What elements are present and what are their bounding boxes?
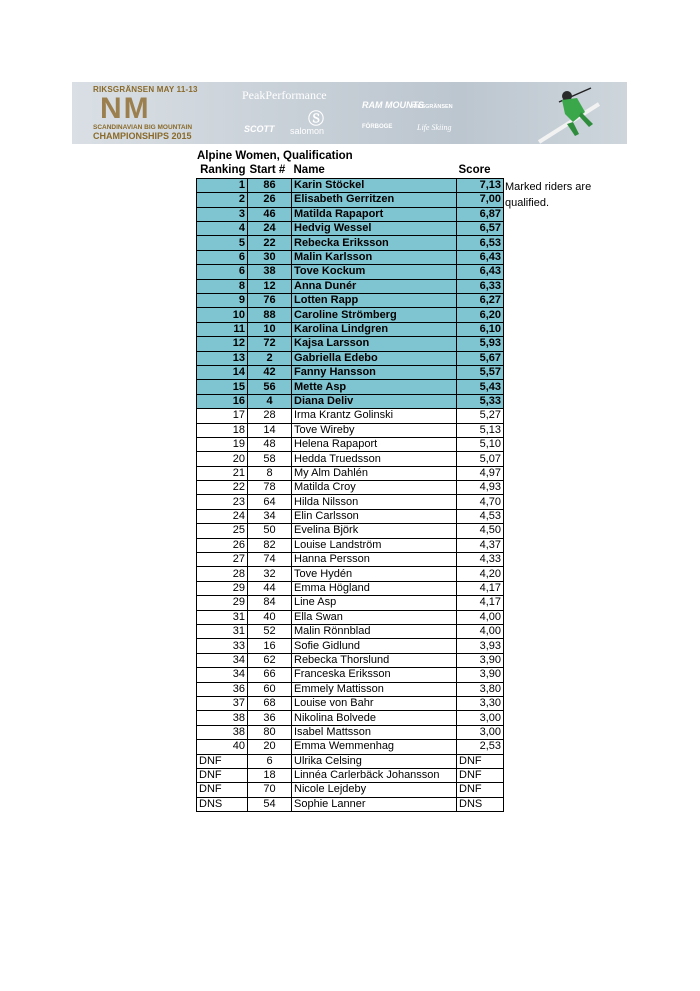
cell-name: Caroline Strömberg: [292, 308, 457, 322]
cell-name: Tove Hydén: [292, 567, 457, 581]
cell-start: 82: [248, 538, 292, 552]
cell-ranking: 36: [197, 682, 248, 696]
cell-name: Line Asp: [292, 596, 457, 610]
table-row: [197, 409, 504, 423]
sponsor-life-skiing: Life Skiing: [417, 123, 452, 132]
cell-ranking: 26: [197, 538, 248, 552]
cell-name: Nicole Lejdeby: [292, 783, 457, 797]
cell-start: 76: [248, 294, 292, 308]
cell-name: Gabriella Edebo: [292, 351, 457, 365]
cell-start: 20: [248, 740, 292, 754]
cell-score: 7,00: [457, 193, 504, 207]
cell-score: DNF: [457, 783, 504, 797]
cell-start: 72: [248, 337, 292, 351]
cell-name: Tove Wireby: [292, 423, 457, 437]
cell-score: 3,93: [457, 639, 504, 653]
cell-name: Helena Rapaport: [292, 437, 457, 451]
table-row: [197, 481, 504, 495]
cell-score: 3,90: [457, 668, 504, 682]
table-row: [197, 653, 504, 667]
table-row: [197, 783, 504, 797]
cell-start: 34: [248, 509, 292, 523]
table-row: [197, 596, 504, 610]
table-row: [197, 668, 504, 682]
cell-name: Kajsa Larsson: [292, 337, 457, 351]
cell-score: 6,33: [457, 279, 504, 293]
cell-score: 6,10: [457, 322, 504, 336]
cell-ranking: 6: [197, 250, 248, 264]
table-row: [197, 452, 504, 466]
cell-name: Louise Landström: [292, 538, 457, 552]
cell-score: 4,20: [457, 567, 504, 581]
cell-name: Ella Swan: [292, 610, 457, 624]
cell-start: 38: [248, 265, 292, 279]
cell-score: 5,67: [457, 351, 504, 365]
header-score: Score: [458, 164, 491, 177]
cell-score: DNF: [457, 768, 504, 782]
cell-name: Elisabeth Gerritzen: [292, 193, 457, 207]
header-start: Start #: [249, 164, 286, 177]
cell-name: Elin Carlsson: [292, 509, 457, 523]
cell-name: Karolina Lindgren: [292, 322, 457, 336]
sponsor-riksgransen: RIKSGRÄNSEN: [412, 104, 453, 110]
cell-ranking: 27: [197, 553, 248, 567]
sponsor-peakperformance: PeakPerformance: [242, 88, 327, 102]
cell-ranking: 1: [197, 178, 248, 192]
cell-start: 64: [248, 495, 292, 509]
cell-score: DNS: [457, 797, 504, 811]
skier-icon: [529, 82, 619, 144]
cell-score: 5,07: [457, 452, 504, 466]
cell-score: 4,17: [457, 596, 504, 610]
table-row: [197, 509, 504, 523]
cell-start: 78: [248, 481, 292, 495]
cell-start: 36: [248, 711, 292, 725]
table-row: [197, 308, 504, 322]
cell-ranking: 24: [197, 509, 248, 523]
cell-ranking: 31: [197, 625, 248, 639]
cell-score: 4,37: [457, 538, 504, 552]
cell-start: 44: [248, 581, 292, 595]
cell-start: 8: [248, 466, 292, 480]
nm-logo-block: [90, 84, 240, 142]
table-row: [197, 351, 504, 365]
cell-start: 58: [248, 452, 292, 466]
cell-score: 4,00: [457, 625, 504, 639]
table-row: [197, 754, 504, 768]
qualified-note: Marked riders are qualified.: [505, 181, 592, 209]
cell-ranking: 38: [197, 711, 248, 725]
cell-ranking: 15: [197, 380, 248, 394]
cell-ranking: 22: [197, 481, 248, 495]
cell-ranking: 17: [197, 409, 248, 423]
cell-start: 84: [248, 596, 292, 610]
table-row: [197, 337, 504, 351]
cell-name: Lotten Rapp: [292, 294, 457, 308]
cell-ranking: 23: [197, 495, 248, 509]
table-row: [197, 553, 504, 567]
event-subtitle: SCANDINAVIAN BIG MOUNTAIN: [93, 124, 193, 131]
cell-score: DNF: [457, 754, 504, 768]
cell-score: 6,57: [457, 222, 504, 236]
cell-score: 3,80: [457, 682, 504, 696]
table-row: [197, 768, 504, 782]
cell-ranking: DNS: [197, 797, 248, 811]
table-header-row: [197, 164, 504, 178]
cell-ranking: DNF: [197, 768, 248, 782]
table-row: [197, 207, 504, 221]
cell-start: 30: [248, 250, 292, 264]
cell-ranking: 4: [197, 222, 248, 236]
cell-name: Fanny Hansson: [292, 365, 457, 379]
cell-score: 4,93: [457, 481, 504, 495]
table-row: [197, 725, 504, 739]
cell-start: 40: [248, 610, 292, 624]
cell-ranking: 28: [197, 567, 248, 581]
cell-start: 74: [248, 553, 292, 567]
cell-ranking: DNF: [197, 754, 248, 768]
cell-ranking: 37: [197, 696, 248, 710]
event-subtitle-2: CHAMPIONSHIPS 2015: [93, 131, 192, 141]
cell-name: Hilda Nilsson: [292, 495, 457, 509]
cell-score: 5,57: [457, 365, 504, 379]
cell-start: 14: [248, 423, 292, 437]
cell-ranking: 38: [197, 725, 248, 739]
cell-name: Mette Asp: [292, 380, 457, 394]
cell-ranking: 25: [197, 524, 248, 538]
header-ranking: Ranking: [200, 164, 246, 177]
cell-start: 26: [248, 193, 292, 207]
cell-score: 3,00: [457, 711, 504, 725]
cell-score: 4,70: [457, 495, 504, 509]
cell-start: 16: [248, 639, 292, 653]
cell-score: 4,53: [457, 509, 504, 523]
cell-ranking: 21: [197, 466, 248, 480]
cell-ranking: 13: [197, 351, 248, 365]
cell-name: Emma Högland: [292, 581, 457, 595]
cell-start: 80: [248, 725, 292, 739]
cell-name: Sofie Gidlund: [292, 639, 457, 653]
cell-name: Irma Krantz Golinski: [292, 409, 457, 423]
cell-start: 50: [248, 524, 292, 538]
table-row: [197, 322, 504, 336]
table-row: [197, 639, 504, 653]
cell-start: 46: [248, 207, 292, 221]
cell-score: 3,90: [457, 653, 504, 667]
sponsor-forboge: FÖRBOGE: [362, 124, 393, 130]
cell-ranking: 31: [197, 610, 248, 624]
cell-name: Tove Kockum: [292, 265, 457, 279]
cell-start: 22: [248, 236, 292, 250]
cell-ranking: 11: [197, 322, 248, 336]
cell-score: 5,13: [457, 423, 504, 437]
cell-start: 48: [248, 437, 292, 451]
cell-name: Linnéa Carlerbäck Johansson: [292, 768, 457, 782]
cell-ranking: 12: [197, 337, 248, 351]
cell-start: 24: [248, 222, 292, 236]
cell-start: 86: [248, 178, 292, 192]
cell-start: 70: [248, 783, 292, 797]
table-row: [197, 178, 504, 192]
cell-score: 5,43: [457, 380, 504, 394]
table-row: [197, 696, 504, 710]
cell-score: 7,13: [457, 178, 504, 192]
cell-start: 62: [248, 653, 292, 667]
cell-score: 4,17: [457, 581, 504, 595]
cell-score: 5,33: [457, 394, 504, 408]
table-row: [197, 193, 504, 207]
nm-logo: NM: [100, 92, 151, 125]
sponsor-salomon: salomon: [290, 126, 325, 136]
cell-start: 60: [248, 682, 292, 696]
cell-ranking: 20: [197, 452, 248, 466]
cell-score: 5,93: [457, 337, 504, 351]
cell-ranking: 9: [197, 294, 248, 308]
table-row: [197, 581, 504, 595]
cell-start: 2: [248, 351, 292, 365]
cell-start: 32: [248, 567, 292, 581]
cell-ranking: 8: [197, 279, 248, 293]
cell-ranking: DNF: [197, 783, 248, 797]
event-banner: [72, 82, 627, 144]
cell-start: 66: [248, 668, 292, 682]
cell-name: Nikolina Bolvede: [292, 711, 457, 725]
cell-name: Franceska Eriksson: [292, 668, 457, 682]
cell-name: Anna Dunér: [292, 279, 457, 293]
cell-name: Emmely Mattisson: [292, 682, 457, 696]
cell-ranking: 14: [197, 365, 248, 379]
table-row: [197, 437, 504, 451]
table-row: [197, 797, 504, 811]
cell-name: Diana Deliv: [292, 394, 457, 408]
cell-name: Karin Stöckel: [292, 178, 457, 192]
cell-ranking: 5: [197, 236, 248, 250]
results-table: [196, 164, 504, 812]
cell-start: 54: [248, 797, 292, 811]
cell-score: 4,50: [457, 524, 504, 538]
table-row: [197, 625, 504, 639]
table-row: [197, 222, 504, 236]
cell-start: 18: [248, 768, 292, 782]
cell-start: 4: [248, 394, 292, 408]
table-row: [197, 423, 504, 437]
table-row: [197, 294, 504, 308]
table-row: [197, 610, 504, 624]
cell-start: 88: [248, 308, 292, 322]
cell-name: Evelina Björk: [292, 524, 457, 538]
cell-score: 4,33: [457, 553, 504, 567]
page-title: Alpine Women, Qualification: [197, 150, 353, 162]
cell-ranking: 10: [197, 308, 248, 322]
cell-score: 6,27: [457, 294, 504, 308]
cell-name: Hedvig Wessel: [292, 222, 457, 236]
cell-name: Matilda Croy: [292, 481, 457, 495]
cell-name: Isabel Mattsson: [292, 725, 457, 739]
table-row: [197, 365, 504, 379]
cell-score: 3,00: [457, 725, 504, 739]
table-row: [197, 711, 504, 725]
cell-start: 10: [248, 322, 292, 336]
sponsor-scott: SCOTT: [244, 124, 275, 134]
cell-score: 3,30: [457, 696, 504, 710]
cell-ranking: 2: [197, 193, 248, 207]
table-row: [197, 394, 504, 408]
cell-start: 12: [248, 279, 292, 293]
cell-start: 28: [248, 409, 292, 423]
cell-ranking: 29: [197, 581, 248, 595]
table-row: [197, 740, 504, 754]
cell-name: Ulrika Celsing: [292, 754, 457, 768]
cell-score: 4,00: [457, 610, 504, 624]
cell-name: My Alm Dahlén: [292, 466, 457, 480]
cell-score: 6,20: [457, 308, 504, 322]
table-row: [197, 380, 504, 394]
cell-score: 2,53: [457, 740, 504, 754]
cell-ranking: 6: [197, 265, 248, 279]
cell-name: Louise von Bahr: [292, 696, 457, 710]
cell-score: 6,43: [457, 265, 504, 279]
cell-start: 42: [248, 365, 292, 379]
cell-score: 5,27: [457, 409, 504, 423]
cell-ranking: 29: [197, 596, 248, 610]
salomon-icon: Ⓢ: [308, 111, 325, 128]
cell-name: Rebecka Thorslund: [292, 653, 457, 667]
cell-name: Hedda Truedsson: [292, 452, 457, 466]
table-row: [197, 538, 504, 552]
cell-name: Sophie Lanner: [292, 797, 457, 811]
cell-score: 4,97: [457, 466, 504, 480]
cell-score: 5,10: [457, 437, 504, 451]
cell-ranking: 40: [197, 740, 248, 754]
cell-start: 6: [248, 754, 292, 768]
cell-score: 6,87: [457, 207, 504, 221]
cell-ranking: 19: [197, 437, 248, 451]
cell-name: Matilda Rapaport: [292, 207, 457, 221]
table-row: [197, 250, 504, 264]
cell-name: Malin Karlsson: [292, 250, 457, 264]
table-row: [197, 567, 504, 581]
sponsor-ram-mounts: RAM MOUNTS: [362, 100, 424, 110]
cell-ranking: 34: [197, 668, 248, 682]
cell-name: Hanna Persson: [292, 553, 457, 567]
cell-name: Malin Rönnblad: [292, 625, 457, 639]
cell-score: 6,53: [457, 236, 504, 250]
table-row: [197, 495, 504, 509]
cell-start: 56: [248, 380, 292, 394]
cell-score: 6,43: [457, 250, 504, 264]
table-row: [197, 265, 504, 279]
table-row: [197, 466, 504, 480]
event-dates: RIKSGRÄNSEN MAY 11-13: [93, 85, 198, 94]
table-row: [197, 236, 504, 250]
cell-ranking: 34: [197, 653, 248, 667]
cell-ranking: 3: [197, 207, 248, 221]
header-name: Name: [293, 164, 325, 177]
cell-name: Rebecka Eriksson: [292, 236, 457, 250]
cell-name: Emma Wemmenhag: [292, 740, 457, 754]
table-row: [197, 279, 504, 293]
cell-start: 52: [248, 625, 292, 639]
cell-ranking: 16: [197, 394, 248, 408]
cell-ranking: 33: [197, 639, 248, 653]
cell-ranking: 18: [197, 423, 248, 437]
table-row: [197, 682, 504, 696]
table-row: [197, 524, 504, 538]
cell-start: 68: [248, 696, 292, 710]
